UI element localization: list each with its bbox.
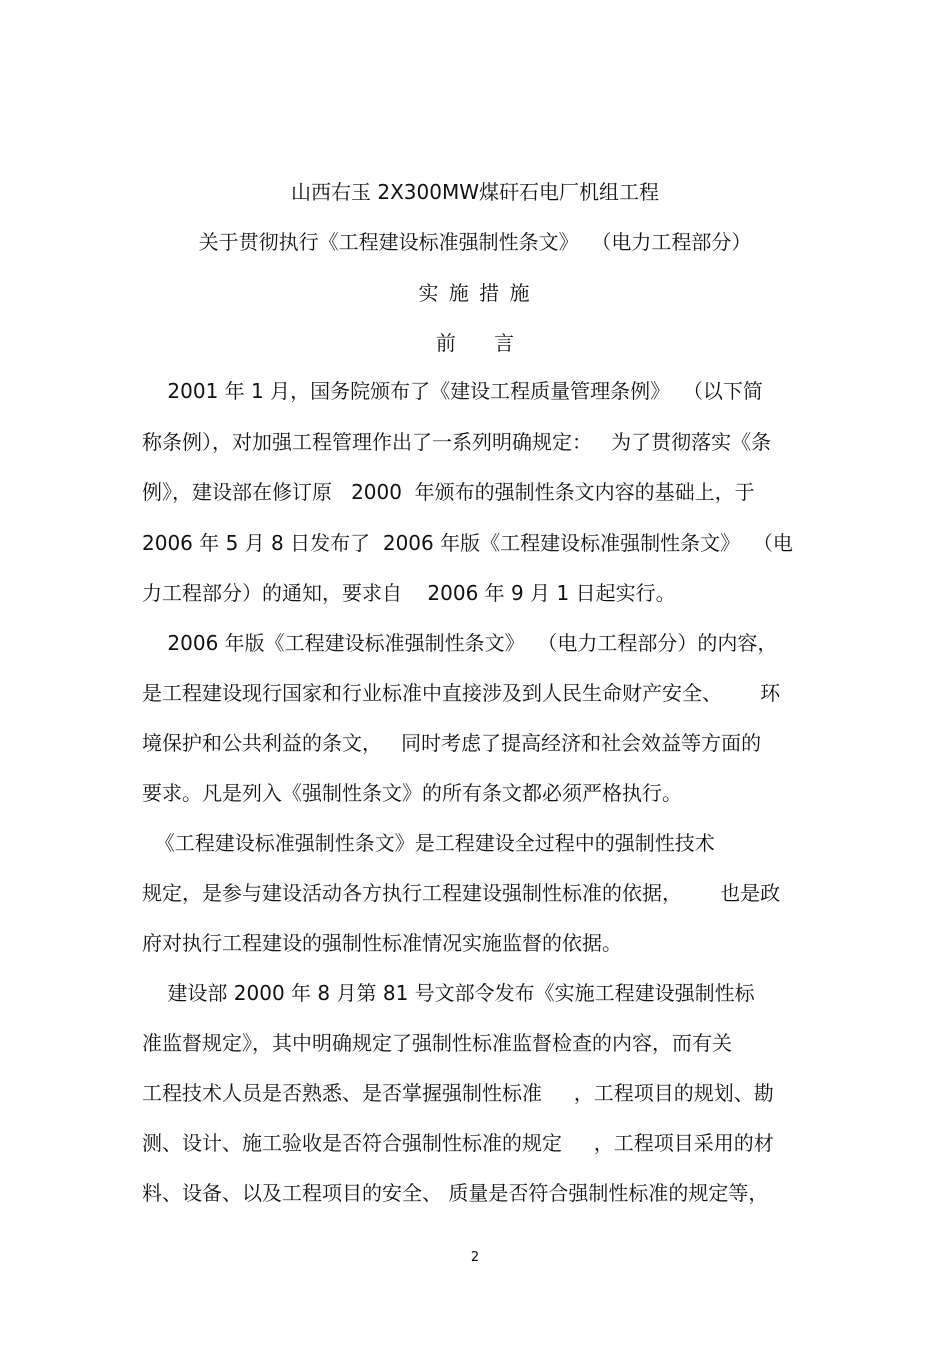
paragraph-line: 《工程建设标准强制性条文》是工程建设全过程中的强制性技术: [142, 831, 715, 855]
page-number: 2: [470, 1250, 480, 1265]
paragraph-line: 2001 年 1 月，国务院颁布了《建设工程质量管理条例》 （以下简: [142, 379, 763, 403]
paragraph-line: 府对执行工程建设的强制性标准情况实施监督的依据。: [142, 931, 622, 955]
paragraph-line: 力工程部分）的通知，要求自 2006 年 9 月 1 日起实行。: [142, 581, 676, 605]
paragraph-line: 料、设备、以及工程项目的安全、 质量是否符合强制性标准的规定等，: [142, 1181, 769, 1205]
preface-heading: 前 言: [435, 331, 515, 355]
paragraph-line: 工程技术人员是否熟悉、是否掌握强制性标准 ，工程项目的规划、勘: [142, 1081, 774, 1105]
section-heading: 实 施 措 施: [418, 281, 532, 305]
paragraph-line: 规定，是参与建设活动各方执行工程建设强制性标准的依据， 也是政: [142, 881, 781, 905]
paragraph-line: 是工程建设现行国家和行业标准中直接涉及到人民生命财产安全、 环: [142, 681, 781, 705]
paragraph-line: 例》，建设部在修订原 2000 年颁布的强制性条文内容的基础上，于: [142, 480, 755, 504]
body-text: [142, 376, 822, 1205]
paragraph-line: 准监督规定》，其中明确规定了强制性标准监督检查的内容，而有关: [142, 1031, 732, 1055]
paragraph-line: 称条例），对加强工程管理作出了一系列明确规定： 为了贯彻落实《条: [142, 430, 772, 454]
project-title: 山西右玉 2X300MW煤矸石电厂机组工程: [291, 180, 659, 204]
paragraph-line: 测、设计、施工验收是否符合强制性标准的规定 ，工程项目采用的材: [142, 1131, 774, 1155]
paragraph-line: 要求。凡是列入《强制性条文》的所有条文都必须严格执行。: [142, 781, 682, 805]
paragraph-line: 2006 年版《工程建设标准强制性条文》 （电力工程部分）的内容，: [142, 631, 778, 655]
paragraph-line: 建设部 2000 年 8 月第 81 号文部令发布《实施工程建设强制性标: [142, 981, 755, 1005]
paragraph-line: 境保护和公共利益的条文， 同时考虑了提高经济和社会效益等方面的: [142, 731, 762, 755]
document-subtitle: 关于贯彻执行《工程建设标准强制性条文》 （电力工程部分）: [198, 230, 752, 254]
paragraph-line: 2006 年 5 月 8 日发布了 2006 年版《工程建设标准强制性条文》 （电: [142, 531, 793, 555]
